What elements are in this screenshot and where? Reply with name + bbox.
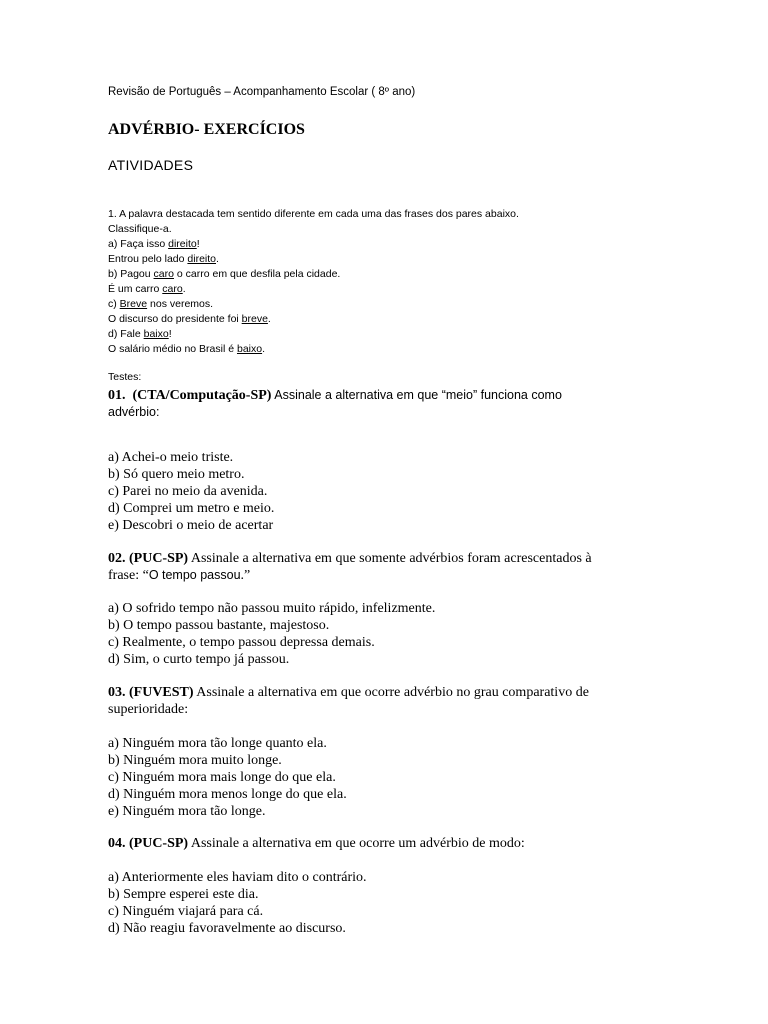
highlighted-word: direito <box>168 238 197 250</box>
question-head: 03. (FUVEST) <box>108 685 194 700</box>
option: c) Ninguém viajará para cá. <box>108 904 264 919</box>
option: c) Realmente, o tempo passou depressa demais. <box>108 635 375 650</box>
question-4 <box>108 835 648 852</box>
question-4-options <box>108 869 367 937</box>
option: d) Não reagiu favoravelmente ao discurso. <box>108 921 346 936</box>
quoted-sentence: O tempo passou <box>148 568 241 582</box>
question-head: 02. (PUC-SP) <box>108 551 189 566</box>
option: a) Anteriormente eles haviam dito o contrário. <box>108 870 367 885</box>
highlighted-word: breve <box>241 313 268 325</box>
highlighted-word: baixo <box>143 328 169 340</box>
tests-label: Testes: <box>108 371 142 383</box>
activity-line: b) Pagou caro o carro em que desfila pela cidade. <box>108 268 341 280</box>
option: b) Só quero meio metro. <box>108 467 245 482</box>
question-text: Assinale a alternativa em que ocorre um advérbio de modo: <box>188 836 525 851</box>
question-3 <box>108 684 648 718</box>
activity-line: É um carro caro. <box>108 283 186 295</box>
highlighted-word: baixo <box>236 343 263 355</box>
option: e) Ninguém mora tão longe. <box>108 804 266 819</box>
activity-intro-line-1: 1. A palavra destacada tem sentido diferente em cada uma das frases dos pares abaixo. <box>108 208 519 220</box>
option: d) Ninguém mora menos longe do que ela. <box>108 787 347 802</box>
option: d) Sim, o curto tempo já passou. <box>108 652 290 667</box>
question-source: (CTA/Computação-SP) <box>132 388 272 403</box>
document-title: ADVÉRBIO- EXERCÍCIOS <box>108 121 305 138</box>
highlighted-word: direito <box>187 253 217 265</box>
question-1-options <box>108 449 274 534</box>
question-number: 01 <box>108 388 122 403</box>
question-2-options <box>108 600 435 668</box>
question-text-cont: advérbio: <box>108 405 160 419</box>
activity-block <box>108 207 668 357</box>
option: b) O tempo passou bastante, majestoso. <box>108 618 330 633</box>
activity-line: O discurso do presidente foi breve. <box>108 313 271 325</box>
question-1: 01. (CTA/Computação-SP) Assinale a alternativa em que “meio” funciona como advérbio: <box>108 388 562 419</box>
question-head: 04. (PUC-SP) <box>108 836 189 851</box>
option: d) Comprei um metro e meio. <box>108 501 275 516</box>
highlighted-word: caro <box>162 283 183 295</box>
question-3-options <box>108 735 347 820</box>
question-text: Assinale a alternativa em que somente advérbios foram acrescentados à <box>188 551 592 566</box>
question-text: Assinale a alternativa em que “meio” funciona como <box>271 388 562 402</box>
activity-intro-line-2: Classifique-a. <box>108 223 172 235</box>
highlighted-word: caro <box>153 268 174 280</box>
option: a) Ninguém mora tão longe quanto ela. <box>108 736 327 751</box>
activity-line: a) Faça isso direito! <box>108 238 200 250</box>
option: a) O sofrido tempo não passou muito rápido, infelizmente. <box>108 601 436 616</box>
highlighted-word: Breve <box>119 298 148 310</box>
option: c) Ninguém mora mais longe do que ela. <box>108 770 336 785</box>
option: b) Sempre esperei este dia. <box>108 887 259 902</box>
option: a) Achei-o meio triste. <box>108 450 234 465</box>
question-text: Assinale a alternativa em que ocorre advérbio no grau comparativo de <box>193 685 589 700</box>
activity-line: c) Breve nos veremos. <box>108 298 214 310</box>
section-subtitle: ATIVIDADES <box>108 157 194 173</box>
option: e) Descobri o meio de acertar <box>108 518 274 533</box>
activity-line: Entrou pelo lado direito. <box>108 253 219 265</box>
document-header: Revisão de Português – Acompanhamento Escolar ( 8º ano) <box>108 86 416 98</box>
activity-line: d) Fale baixo! <box>108 328 172 340</box>
activity-line: O salário médio no Brasil é baixo. <box>108 343 266 355</box>
option: c) Parei no meio da avenida. <box>108 484 268 499</box>
option: b) Ninguém mora muito longe. <box>108 753 282 768</box>
question-2: 02. (PUC-SP) Assinale a alternativa em que somente advérbios foram acrescentados à frase: “O tempo passou.” <box>108 551 592 583</box>
question-text-cont: superioridade: <box>108 702 189 717</box>
